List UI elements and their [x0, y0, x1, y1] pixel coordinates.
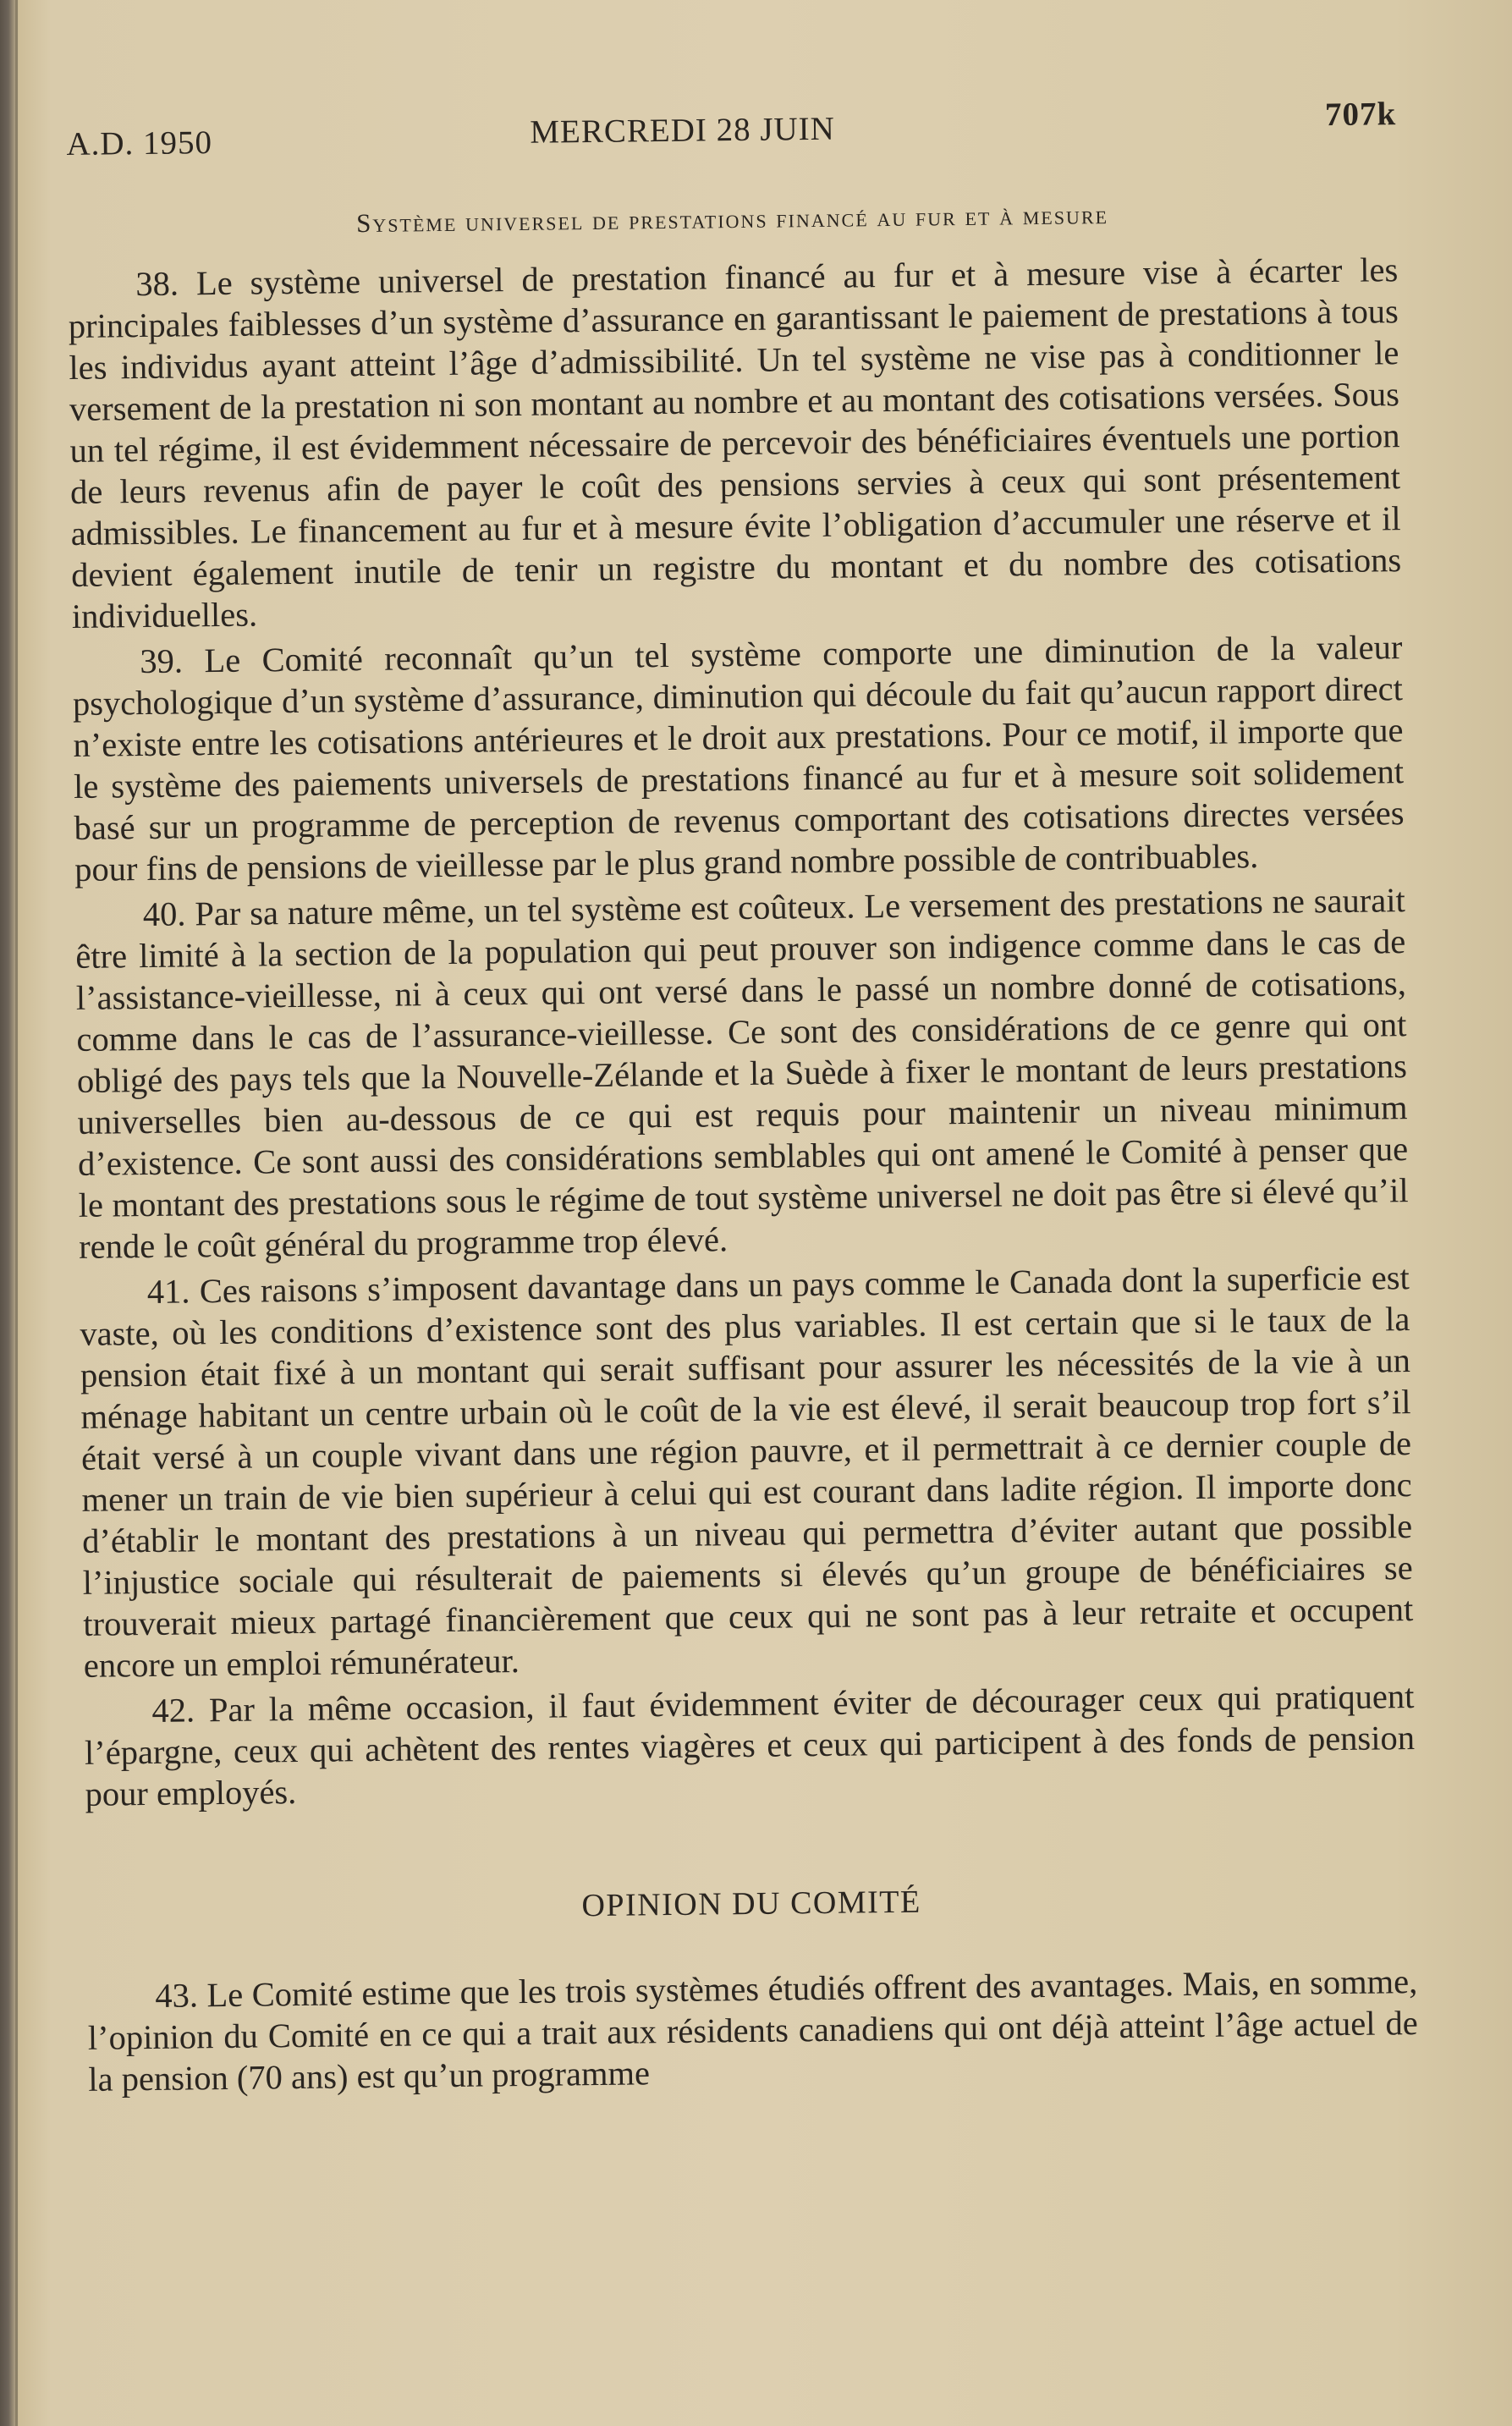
running-header	[66, 95, 1397, 178]
binding-edge	[15, 0, 18, 2426]
header-date: MERCREDI 28 JUIN	[530, 110, 836, 151]
opinion-heading: OPINION DU COMITÉ	[581, 1884, 921, 1924]
header-year: A.D. 1950	[66, 124, 213, 162]
paragraph-43: 43. Le Comité estime que les trois systèmes étudiés offrent des avantages. Mais, en somme, l’opinion du Comité en ce qui a trait aux résidents canadiens qui ont déjà atteint l’âge actuel de la pension (70 ans) est qu’un programme	[87, 1962, 1419, 2099]
paragraph-40: 40. Par sa nature même, un tel système est coûteux. Le versement des prestations ne saurait être limité à la section de la population qui peut prouver son indigence comme dans le cas de l’assistance-vieillesse, ni à ceux qui ont versé dans le passé un nombre donné de cotisations, comme dans le cas de l’assurance-vieillesse. Ce sont des considérations de ce genre qui ont obligé des pays tels que la Nouvelle-Zélande et la Suède à fixer le montant de leurs prestations universelles bien au-dessous de ce qui est requis pour maintenir un niveau minimum d’existence. Ce sont aussi des considérations semblables qui ont amené le Comité à penser que le montant des prestations sous le régime de tout système universel ne doit pas être si élevé qu’il rende le coût général du programme trop élevé.	[75, 881, 1409, 1266]
paragraph-39: 39. Le Comité reconnaît qu’un tel système comporte une diminution de la valeur psychologique d’un système d’assurance, diminution qui découle du fait qu’aucun rapport direct n’existe entre les cotisations antérieures et le droit aux prestations. Pour ce motif, il importe que le système des paiements universels de prestations financé au fur et à mesure soit solidement basé sur un programme de perception de revenus comportant des cotisations directes versées pour fins de pensions de vieillesse par le plus grand nombre possible de contribuables.	[72, 628, 1405, 888]
paragraph-42: 42. Par la même occasion, il faut évidemment éviter de décourager ceux qui pratiquent l’épargne, ceux qui achètent des rentes viagères et ceux qui participent à des fonds de pension pour employés.	[84, 1677, 1416, 1813]
page-content	[66, 95, 1419, 2104]
page-number: 707k	[1324, 96, 1397, 134]
paragraph-41: 41. Ces raisons s’imposent davantage dans un pays comme le Canada dont la superficie est vaste, où les conditions d’existence sont des plus variables. Il est certain que si le taux de la pension était fixé à un montant qui serait suffisant pour assurer les nécessités de la vie à un ménage habitant un centre urbain où le coût de la vie est élevé, il serait beaucoup trop fort s’il était versé à un couple vivant dans une région pauvre, et il permettrait à ce dernier couple de mener un train de vie bien supérieur à celui qui est courant dans ladite région. Il importe donc d’établir le montant des prestations à un niveau qui permettra d’éviter autant que possible l’injustice sociale qui résulterait de paiements si élevés qu’un groupe de bénéficiaires se trouverait mieux partagé financièrement que ceux qui ne sont pas à leur retraite et occupent encore un emploi rémunérateur.	[80, 1258, 1414, 1685]
section-title: Système universel de prestations financé au fur et à mesure	[355, 200, 1109, 239]
paragraph-38: 38. Le système universel de prestation financé au fur et à mesure vise à écarter les principales faiblesses d’un système d’assurance en garantissant le paiement de prestations à tous les individus ayant atteint l’âge d’admissibilité. Un tel système ne vise pas à conditionner le versement de la prestation ni son montant au nombre et au montant des cotisations versées. Sous un tel régime, il est évidemment nécessaire de percevoir des bénéficiaires éventuels une portion de leurs revenus afin de payer le coût des pensions servies à ceux qui sont présentement admissibles. Le financement au fur et à mesure évite l’obligation d’accumuler une réserve et il devient également inutile de tenir un registre du montant et du nombre des cotisations individuelles.	[68, 250, 1402, 635]
